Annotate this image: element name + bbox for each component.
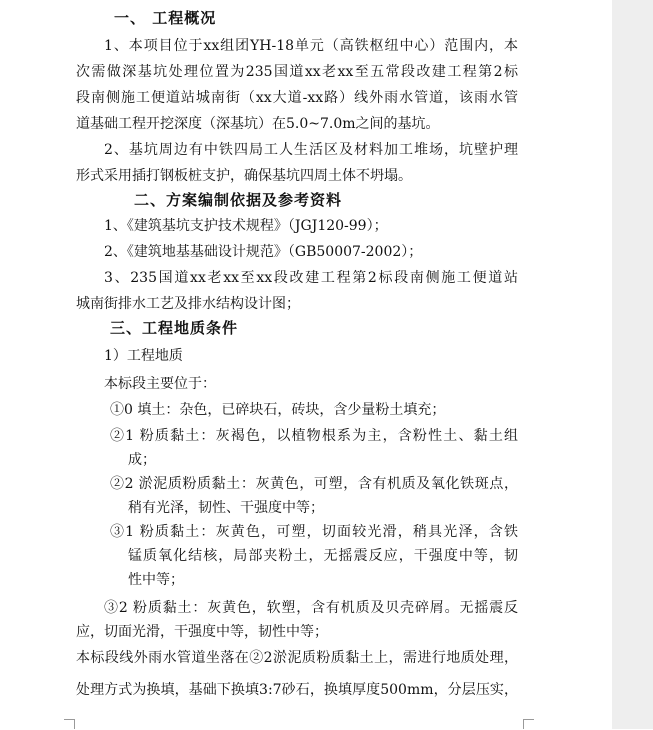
workspace-margin [612, 0, 653, 729]
section-1-para-1-line-2: 次需做深基坑处理位置为235国道xx老xx至五常段改建工程第2标 [76, 64, 518, 80]
section-1-heading: 一、 工程概况 [114, 9, 217, 27]
section-1-para-2-line-2: 形式采用插打钢板桩支护，确保基坑四周土体不坍塌。 [76, 168, 412, 184]
layer-31-line-1: ③1 粉质黏土：灰黄色，可塑，切面较光滑，稍具光泽，含铁 [110, 524, 518, 540]
geology-intro: 本标段主要位于： [104, 376, 216, 392]
layer-21-line-2: 成； [128, 452, 156, 468]
section-2-heading: 二、方案编制依据及参考资料 [134, 191, 343, 209]
layer-31-line-2: 锰质氧化结核，局部夹粉土，无摇震反应，干强度中等，韧 [128, 548, 518, 564]
section-3-heading: 三、工程地质条件 [110, 319, 239, 337]
reference-item-1: 1、《建筑基坑支护技术规程》（JGJ120-99）； [104, 218, 388, 234]
reference-item-2: 2、《建筑地基基础设计规范》（GB50007-2002）； [104, 244, 423, 260]
section-1-para-1-line-4: 道基础工程开挖深度（深基坑）在5.0~7.0m之间的基坑。 [76, 116, 440, 132]
layer-0-line-1: ①0 填土：杂色，已碎块石，砖块，含少量粉土填充； [110, 402, 446, 418]
geology-conclusion-line-2: 处理方式为换填，基础下换填3:7砂石，换填厚度500mm，分层压实， [76, 682, 518, 698]
layer-32-line-2: 应，切面光滑，干强度中等，韧性中等； [76, 624, 328, 640]
subsection-geology-title: 1）工程地质 [104, 348, 183, 364]
layer-22-line-1: ②2 淤泥质粉质黏土：灰黄色，可塑，含有机质及氧化铁斑点， [110, 476, 518, 492]
geology-conclusion-line-1: 本标段线外雨水管道坐落在②2淤泥质粉质黏土上，需进行地质处理， [76, 650, 518, 666]
layer-31-line-3: 性中等； [128, 572, 184, 588]
reference-item-3-line-2: 城南街排水工艺及排水结构设计图； [76, 296, 300, 312]
layer-21-line-1: ②1 粉质黏土：灰褐色，以植物根系为主，含粉性土、黏土组 [110, 428, 518, 444]
page-corner-mark-right [524, 719, 534, 730]
section-1-para-1-line-3: 段南侧施工便道站城南街（xx大道-xx路）线外雨水管道，该雨水管 [76, 90, 518, 106]
layer-22-line-2: 稍有光泽，韧性、干强度中等； [128, 500, 324, 516]
section-1-para-1-line-1: 1、本项目位于xx组团YH-18单元（高铁枢纽中心）范围内，本 [104, 38, 518, 54]
reference-item-3-line-1: 3、235国道xx老xx至xx段改建工程第2标段南侧施工便道站 [104, 270, 518, 286]
page-corner-mark-left [64, 719, 74, 730]
layer-32-line-1: ③2 粉质黏土：灰黄色，软塑，含有机质及贝壳碎屑。无摇震反 [104, 600, 518, 616]
section-1-para-2-line-1: 2、基坑周边有中铁四局工人生活区及材料加工堆场，坑壁护理 [104, 142, 518, 158]
